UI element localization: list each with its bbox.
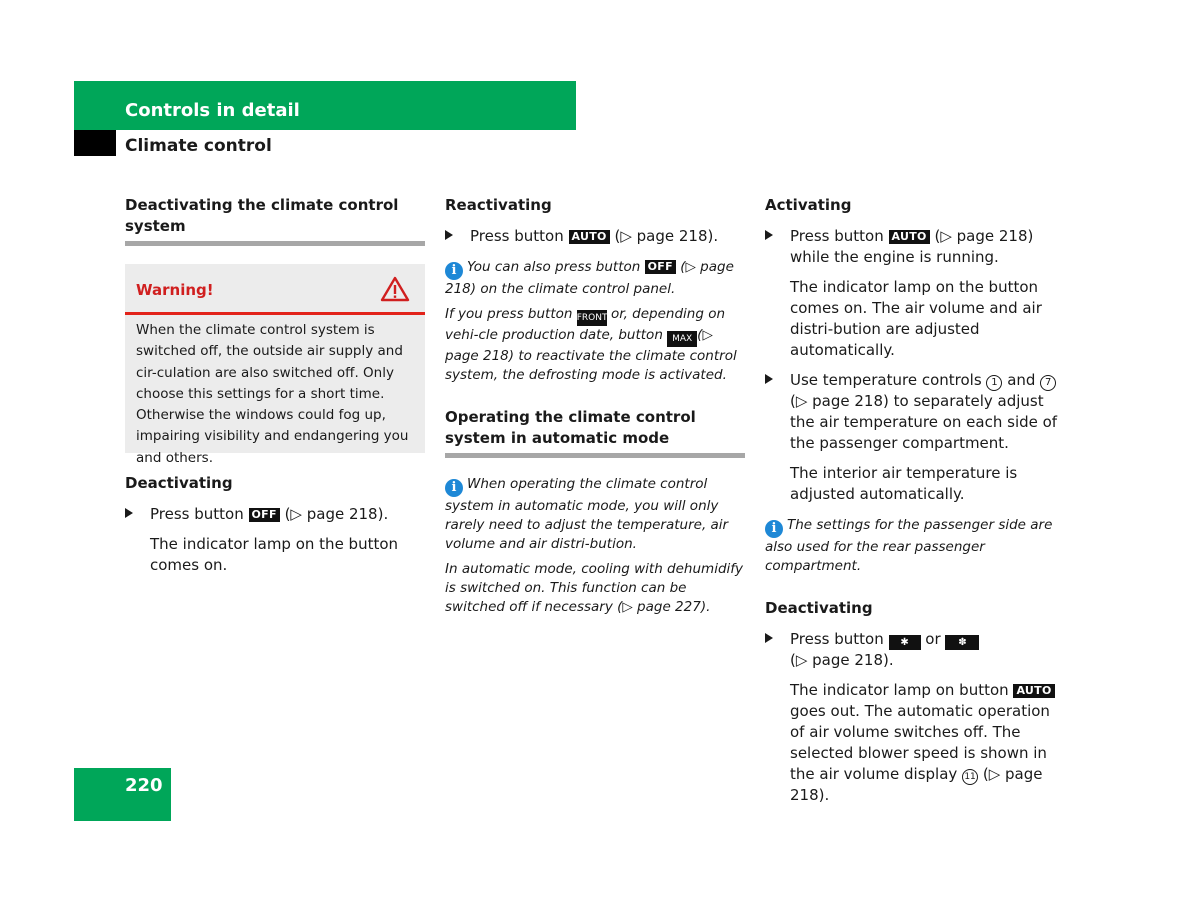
result-text: The indicator lamp on the button comes on.: [150, 535, 399, 574]
subsection-marker: [74, 130, 116, 156]
auto-button-icon: AUTO: [1013, 684, 1054, 698]
fan-high-button-icon: ✽: [945, 635, 979, 650]
step-press-off: Press button OFF (▷ page 218).: [125, 504, 425, 525]
page-number: 220: [125, 775, 163, 796]
callout-number: 11: [962, 769, 978, 785]
heading-deactivating: Deactivating: [125, 474, 233, 492]
info-note-passenger: i The settings for the passenger side are also used for the rear passenger compartment.: [765, 517, 1053, 574]
warning-triangle-icon: [380, 276, 410, 306]
step-press-auto-engine: Press button AUTO (▷ page 218) while the engine is running.: [765, 226, 1065, 268]
bullet-arrow-icon: [765, 230, 773, 240]
step-press-auto: Press button AUTO (▷ page 218).: [445, 226, 745, 247]
section-title: Controls in detail: [125, 100, 300, 121]
warning-text: When the climate control system is switched off, the outside air supply and cir-culation are also switched off. Only choose this settings for a short time. Otherwise the windows could fog up, impairing visibility and endangering you and others.: [136, 322, 409, 466]
column-middle: [445, 195, 745, 617]
warning-rule: [125, 312, 425, 315]
bullet-arrow-icon: [125, 508, 133, 518]
max-defrost-button-icon: MAX: [667, 331, 697, 347]
info-icon: i: [765, 520, 783, 538]
bullet-arrow-icon: [765, 633, 773, 643]
warning-title: Warning!: [136, 281, 214, 299]
column-left: [125, 195, 425, 246]
info-note-dehumidify: In automatic mode, cooling with dehumidify is switched on. This function can be switched off if necessary (▷ page 227).: [445, 561, 744, 615]
bullet-arrow-icon: [445, 230, 453, 240]
auto-button-icon: AUTO: [569, 230, 610, 244]
heading-activating: Activating: [765, 196, 852, 214]
auto-button-icon: AUTO: [889, 230, 930, 244]
warning-box: [125, 264, 425, 466]
fan-low-button-icon: ✱: [889, 635, 921, 650]
heading-reactivating: Reactivating: [445, 196, 552, 214]
heading-rule: [125, 241, 425, 246]
heading-deactivating-auto: Deactivating: [765, 599, 873, 617]
step-temperature-controls: Use temperature controls 1 and 7 (▷ page 218) to separately adjust the air temperature on each side of the passenger compartment.: [765, 370, 1065, 454]
info-note-automatic: i When operating the climate control system in automatic mode, you will only rarely need to adjust the temperature, air volume and air distri-bution.: [445, 476, 729, 552]
column-left-lower: [125, 473, 425, 576]
column-right: [765, 195, 1065, 806]
bullet-arrow-icon: [765, 374, 773, 384]
result-text: The indicator lamp on the button comes on. The air volume and air distri-bution are adjusted automatically.: [790, 278, 1042, 359]
result-text: The interior air temperature is adjusted automatically.: [790, 464, 1018, 503]
callout-number: 7: [1040, 375, 1056, 391]
front-defrost-button-icon: FRONT: [577, 310, 607, 326]
info-icon: i: [445, 479, 463, 497]
off-button-icon: OFF: [645, 260, 676, 274]
heading-automatic-mode: Operating the climate control system in automatic mode: [445, 408, 696, 447]
heading-rule: [445, 453, 745, 458]
step-press-fan: Press button ✱ or ✽ (▷ page 218).: [765, 629, 1065, 671]
info-note-off: i You can also press button OFF (▷ page 218) on the climate control panel.: [445, 259, 734, 297]
off-button-icon: OFF: [249, 508, 280, 522]
subsection-title: Climate control: [125, 136, 272, 156]
info-icon: i: [445, 262, 463, 280]
info-note-defrost: If you press button FRONT or, depending on vehi-cle production date, button MAX (▷ page 218) to reactivate the climate control system, the defrosting mode is activated.: [445, 306, 737, 383]
result-text: The indicator lamp on button AUTO goes out. The automatic operation of air volume switches off. The selected blower speed is shown in the air volume display 11 (▷ page 218).: [765, 680, 1065, 806]
callout-number: 1: [986, 375, 1002, 391]
heading-deactivating-system: Deactivating the climate control system: [125, 196, 399, 235]
